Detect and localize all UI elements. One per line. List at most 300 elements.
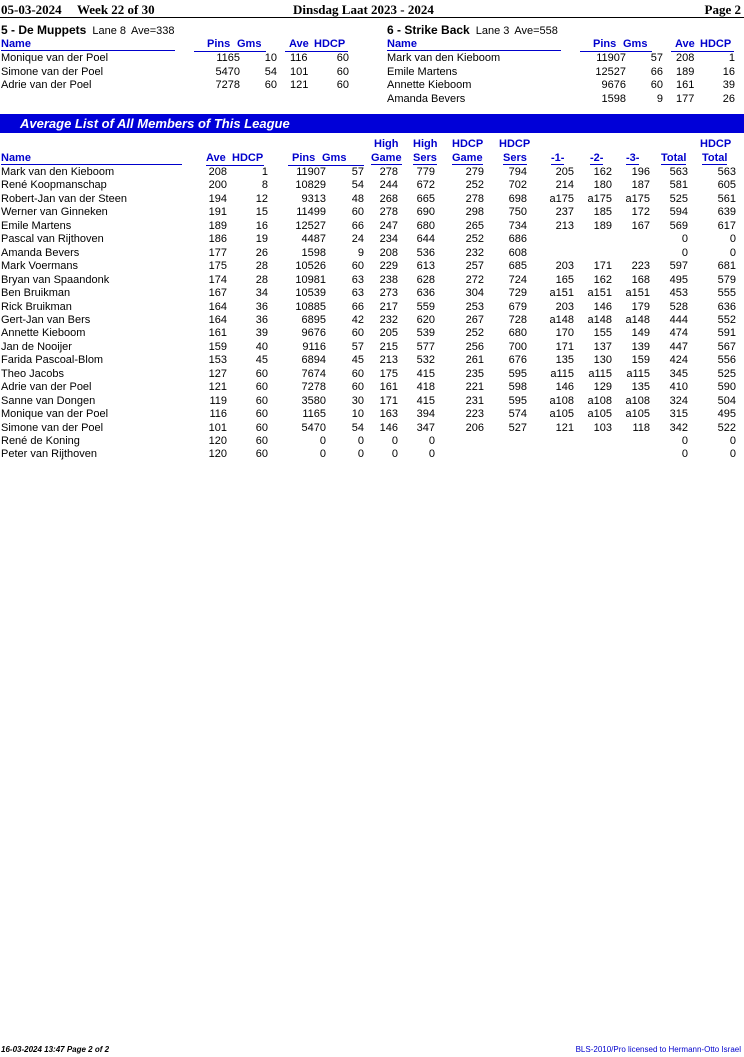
list-cell-average: 127 <box>208 367 227 380</box>
list-cell-game-1: 214 <box>555 179 574 192</box>
list-cell-high-game: 146 <box>379 421 398 434</box>
list-col-hdcp: HDCP <box>232 152 264 164</box>
list-cell-game-3: a148 <box>625 313 650 326</box>
list-cell-game-3: 187 <box>631 179 650 192</box>
team-player-games: 54 <box>264 65 277 78</box>
list-cell-name: Sanne van Dongen <box>1 394 96 407</box>
list-cell-pins: 7674 <box>301 367 326 380</box>
list-cell-high-series: 0 <box>428 448 435 461</box>
list-cell-pins: 1598 <box>301 246 326 259</box>
list-cell-games: 57 <box>351 340 364 353</box>
list-cell-game-2: 129 <box>593 381 612 394</box>
team-lane: Lane 3 <box>475 25 510 37</box>
list-cell-game-3: 118 <box>632 421 650 434</box>
list-col-high-game-1: High <box>374 138 399 150</box>
list-cell-hdcp-game: 279 <box>465 166 484 178</box>
list-cell-hdcp-series: 598 <box>508 381 527 394</box>
list-cell-handicap: 39 <box>255 327 268 340</box>
team-player-games: 57 <box>650 52 663 64</box>
list-cell-name: René Koopmanschap <box>1 179 107 192</box>
list-cell-hdcp-total: 525 <box>717 367 736 380</box>
list-cell-average: 120 <box>208 435 227 447</box>
list-cell-game-2: a115 <box>588 367 612 380</box>
list-cell-pins: 6895 <box>301 313 326 326</box>
list-cell-hdcp-total: 567 <box>717 340 736 353</box>
team-player-handicap: 26 <box>722 92 735 105</box>
team-player-average: 101 <box>290 65 309 78</box>
list-cell-handicap: 60 <box>255 421 268 434</box>
list-cell-average: 119 <box>209 394 227 407</box>
list-cell-high-series: 415 <box>416 394 435 407</box>
list-col-hdcp-total-2: Total <box>702 152 728 164</box>
list-cell-hdcp-game: 272 <box>465 273 484 286</box>
list-cell-high-series: 672 <box>416 179 435 192</box>
list-col-ave: Ave <box>206 152 226 164</box>
list-cell-hdcp-game: 252 <box>465 179 484 192</box>
list-col-hdcp-game-2: Game <box>452 152 483 164</box>
header-league: Dinsdag Laat 2023 - 2024 <box>293 2 434 17</box>
team-player-name: Amanda Bevers <box>387 92 466 105</box>
list-cell-game-3: 149 <box>631 327 650 340</box>
list-cell-game-1: 213 <box>555 219 574 232</box>
team-player-name: Mark van den Kieboom <box>387 52 501 64</box>
list-cell-game-3: a108 <box>625 394 650 407</box>
list-cell-average: 200 <box>208 179 227 192</box>
list-col-games: Gms <box>322 152 347 164</box>
list-col-high-series-2: Sers <box>413 152 437 164</box>
list-cell-game-1: 135 <box>555 354 574 367</box>
header-rule <box>0 17 744 18</box>
list-cell-game-1: a175 <box>549 192 574 205</box>
footer-license: BLS-2010/Pro licensed to Hermann-Otto Israel <box>575 1045 741 1054</box>
list-cell-total: 0 <box>681 435 688 447</box>
list-cell-handicap: 60 <box>255 448 268 461</box>
list-cell-game-3: a151 <box>625 287 650 300</box>
list-cell-game-2: a105 <box>587 408 612 421</box>
list-cell-hdcp-series: 595 <box>508 367 527 380</box>
list-cell-high-game: 278 <box>379 206 398 219</box>
list-cell-high-series: 577 <box>416 340 435 353</box>
list-cell-total: 563 <box>669 166 688 178</box>
list-cell-games: 60 <box>351 206 364 219</box>
list-cell-name: René de Koning <box>1 435 80 447</box>
list-cell-game-3: 196 <box>631 166 650 178</box>
list-cell-total: 345 <box>669 367 688 380</box>
list-cell-high-game: 205 <box>379 327 398 340</box>
list-cell-average: 120 <box>208 448 227 461</box>
team-col-hdcp: HDCP <box>314 38 346 50</box>
list-cell-pins: 11907 <box>296 166 326 178</box>
list-cell-game-1: 170 <box>555 327 574 340</box>
list-cell-high-series: 559 <box>416 300 435 313</box>
list-cell-game-2: a108 <box>587 394 612 407</box>
team-lane: Lane 8 <box>92 25 126 37</box>
list-cell-total: 324 <box>669 394 688 407</box>
list-cell-game-1: 121 <box>555 421 574 434</box>
list-col-hdcp-series-2: Sers <box>503 152 527 164</box>
list-cell-high-series: 628 <box>416 273 435 286</box>
list-cell-average: 177 <box>208 246 227 259</box>
list-cell-pins: 10885 <box>295 300 326 313</box>
list-cell-total: 569 <box>669 219 688 232</box>
list-cell-high-series: 680 <box>416 219 435 232</box>
list-cell-total: 444 <box>669 313 688 326</box>
list-cell-hdcp-series: 685 <box>508 260 527 273</box>
team-player-pins: 1598 <box>601 92 626 105</box>
list-cell-hdcp-game: 304 <box>465 287 484 300</box>
list-cell-average: 101 <box>208 421 227 434</box>
list-cell-name: Rick Bruikman <box>1 300 72 313</box>
list-cell-game-2: 155 <box>593 327 612 340</box>
list-cell-total: 525 <box>669 192 688 205</box>
team-player-games: 60 <box>264 79 277 91</box>
list-cell-hdcp-total: 0 <box>729 246 736 259</box>
list-cell-hdcp-total: 591 <box>717 327 736 340</box>
list-cell-games: 45 <box>351 354 364 367</box>
list-cell-hdcp-game: 298 <box>465 206 484 219</box>
list-cell-hdcp-series: 680 <box>508 327 527 340</box>
list-cell-handicap: 8 <box>261 179 268 192</box>
list-cell-total: 0 <box>681 246 688 259</box>
list-cell-total: 424 <box>669 354 688 367</box>
team-col-name: Name <box>1 38 175 51</box>
list-cell-games: 66 <box>351 219 364 232</box>
list-cell-name: Mark Voermans <box>1 260 79 273</box>
list-cell-handicap: 26 <box>255 246 268 259</box>
list-cell-total: 581 <box>669 179 688 192</box>
list-cell-average: 161 <box>208 327 227 340</box>
list-cell-hdcp-game: 206 <box>465 421 484 434</box>
list-cell-hdcp-game: 253 <box>465 300 484 313</box>
list-cell-hdcp-series: 574 <box>508 408 527 421</box>
team-player-pins: 11907 <box>596 52 626 64</box>
list-cell-hdcp-series: 729 <box>508 287 527 300</box>
list-cell-game-1: 237 <box>555 206 574 219</box>
team-player-average: 189 <box>676 65 695 78</box>
team-player-pins: 7278 <box>215 79 240 91</box>
list-cell-hdcp-total: 0 <box>729 233 736 246</box>
list-cell-pins: 7278 <box>301 381 326 394</box>
list-cell-high-game: 244 <box>379 179 398 192</box>
list-cell-high-game: 208 <box>379 246 398 259</box>
list-cell-handicap: 16 <box>255 219 268 232</box>
team-col-pins: Pins <box>207 38 231 50</box>
list-cell-name: Pascal van Rijthoven <box>1 233 104 246</box>
list-cell-pins: 3580 <box>301 394 326 407</box>
list-cell-games: 24 <box>351 233 364 246</box>
list-cell-name: Theo Jacobs <box>1 367 64 380</box>
list-cell-pins: 6894 <box>301 354 326 367</box>
list-cell-hdcp-total: 561 <box>717 192 736 205</box>
list-cell-high-series: 620 <box>416 313 435 326</box>
list-cell-game-2: 189 <box>593 219 612 232</box>
list-cell-handicap: 36 <box>255 300 268 313</box>
list-cell-game-3: a115 <box>626 367 650 380</box>
list-cell-game-3: 135 <box>631 381 650 394</box>
list-cell-average: 164 <box>208 313 227 326</box>
list-cell-handicap: 60 <box>255 435 268 447</box>
list-cell-high-series: 0 <box>428 435 435 447</box>
list-cell-games: 63 <box>351 287 364 300</box>
list-cell-pins: 9676 <box>301 327 326 340</box>
list-cell-hdcp-total: 0 <box>729 448 736 461</box>
list-cell-hdcp-total: 555 <box>717 287 736 300</box>
list-cell-high-game: 247 <box>379 219 398 232</box>
list-cell-pins: 9116 <box>302 340 326 353</box>
list-cell-hdcp-total: 522 <box>717 421 736 434</box>
list-cell-total: 447 <box>669 340 688 353</box>
list-cell-average: 174 <box>208 273 227 286</box>
list-cell-games: 9 <box>357 246 364 259</box>
list-cell-name: Emile Martens <box>1 219 72 232</box>
list-cell-games: 54 <box>351 421 364 434</box>
list-cell-high-game: 273 <box>379 287 398 300</box>
list-cell-high-series: 644 <box>416 233 435 246</box>
list-cell-average: 186 <box>208 233 227 246</box>
list-cell-hdcp-total: 579 <box>717 273 736 286</box>
list-cell-games: 10 <box>351 408 364 421</box>
team-player-handicap: 60 <box>336 79 349 91</box>
list-cell-games: 0 <box>357 435 364 447</box>
average-list-banner <box>0 114 744 133</box>
team-player-games: 60 <box>650 79 663 91</box>
list-cell-high-game: 163 <box>379 408 398 421</box>
list-col-hdcp-game-1: HDCP <box>452 138 484 150</box>
list-cell-hdcp-game: 278 <box>465 192 484 205</box>
list-cell-pins: 10829 <box>295 179 326 192</box>
list-cell-total: 453 <box>669 287 688 300</box>
list-cell-game-1: 165 <box>555 273 574 286</box>
list-cell-average: 121 <box>208 381 227 394</box>
list-cell-average: 191 <box>208 206 227 219</box>
list-cell-high-game: 161 <box>379 381 398 394</box>
list-cell-name: Mark van den Kieboom <box>1 166 115 178</box>
list-cell-high-game: 278 <box>379 166 398 178</box>
team-player-average: 116 <box>290 52 308 64</box>
list-cell-high-series: 539 <box>416 327 435 340</box>
list-cell-hdcp-total: 552 <box>717 313 736 326</box>
list-cell-average: 175 <box>208 260 227 273</box>
list-cell-total: 495 <box>669 273 688 286</box>
team-name: 5 - De Muppets <box>1 23 87 37</box>
list-cell-hdcp-total: 639 <box>717 206 736 219</box>
list-cell-pins: 12527 <box>295 219 326 232</box>
list-cell-game-3: 223 <box>631 260 650 273</box>
header-week: Week 22 of 30 <box>77 2 155 17</box>
list-cell-total: 342 <box>669 421 688 434</box>
list-cell-high-game: 217 <box>379 300 398 313</box>
list-cell-game-2: 103 <box>593 421 612 434</box>
list-col-high-series-1: High <box>413 138 438 150</box>
team-player-handicap: 39 <box>722 79 735 91</box>
list-cell-game-2: a151 <box>587 287 612 300</box>
list-cell-high-game: 0 <box>391 435 398 447</box>
list-cell-games: 57 <box>351 166 364 178</box>
banner-title: Average List of All Members of This League <box>20 116 290 131</box>
team-player-handicap: 60 <box>336 52 349 64</box>
list-cell-handicap: 28 <box>255 273 268 286</box>
list-cell-name: Annette Kieboom <box>1 327 86 340</box>
list-cell-total: 597 <box>669 260 688 273</box>
list-cell-name: Jan de Nooijer <box>1 340 72 353</box>
list-cell-average: 159 <box>208 340 227 353</box>
list-cell-average: 164 <box>208 300 227 313</box>
team-player-games: 66 <box>650 65 663 78</box>
list-cell-high-game: 215 <box>379 340 398 353</box>
team-player-games: 10 <box>264 52 277 64</box>
list-cell-hdcp-total: 590 <box>717 381 736 394</box>
list-cell-hdcp-total: 605 <box>717 179 736 192</box>
team-player-name: Emile Martens <box>387 65 458 78</box>
team-player-average: 161 <box>676 79 695 91</box>
list-cell-game-1: a105 <box>549 408 574 421</box>
list-cell-game-3: a175 <box>625 192 650 205</box>
list-cell-game-1: a115 <box>550 367 574 380</box>
list-cell-high-series: 636 <box>416 287 435 300</box>
list-col-game-1: -1- <box>551 152 565 164</box>
list-cell-game-3: 168 <box>631 273 650 286</box>
list-cell-handicap: 19 <box>255 233 268 246</box>
list-cell-game-3: 172 <box>631 206 650 219</box>
list-cell-average: 153 <box>208 354 227 367</box>
list-cell-hdcp-series: 728 <box>508 313 527 326</box>
team-player-games: 9 <box>656 92 663 105</box>
list-cell-game-2: 185 <box>593 206 612 219</box>
list-cell-game-2: 130 <box>593 354 612 367</box>
list-cell-hdcp-series: 794 <box>508 166 527 178</box>
list-cell-high-game: 234 <box>379 233 398 246</box>
list-cell-game-1: 171 <box>555 340 574 353</box>
list-cell-hdcp-series: 700 <box>508 340 527 353</box>
list-cell-hdcp-total: 636 <box>717 300 736 313</box>
list-cell-game-2: a148 <box>587 313 612 326</box>
list-cell-handicap: 28 <box>255 260 268 273</box>
list-cell-high-game: 213 <box>379 354 398 367</box>
list-cell-high-game: 232 <box>379 313 398 326</box>
team-col-ave: Ave <box>675 38 695 50</box>
list-cell-average: 208 <box>208 166 227 178</box>
list-cell-games: 60 <box>351 327 364 340</box>
list-cell-hdcp-series: 679 <box>508 300 527 313</box>
list-cell-games: 0 <box>357 448 364 461</box>
list-cell-game-1: a108 <box>549 394 574 407</box>
list-cell-high-series: 779 <box>416 166 435 178</box>
list-cell-name: Ben Bruikman <box>1 287 71 300</box>
list-col-high-game-2: Game <box>371 152 402 164</box>
list-cell-games: 60 <box>351 260 364 273</box>
list-cell-hdcp-series: 608 <box>508 246 527 259</box>
list-cell-pins: 0 <box>319 448 326 461</box>
list-cell-game-1: 203 <box>555 260 574 273</box>
list-cell-high-series: 347 <box>416 421 435 434</box>
team-average: Ave=558 <box>514 25 558 37</box>
team-player-pins: 5470 <box>215 65 240 78</box>
team-player-average: 177 <box>676 92 695 105</box>
team-average: Ave=338 <box>131 25 175 37</box>
list-cell-hdcp-total: 556 <box>717 354 736 367</box>
list-cell-handicap: 1 <box>261 166 268 178</box>
list-cell-hdcp-game: 252 <box>465 327 484 340</box>
list-col-game-2: -2- <box>590 152 604 164</box>
team-player-average: 208 <box>676 52 695 64</box>
list-cell-game-3: 179 <box>631 300 650 313</box>
list-cell-hdcp-series: 698 <box>508 192 527 205</box>
list-cell-hdcp-series: 527 <box>508 421 527 434</box>
list-cell-handicap: 45 <box>255 354 268 367</box>
list-cell-pins: 10981 <box>295 273 326 286</box>
list-cell-hdcp-series: 702 <box>508 179 527 192</box>
list-cell-pins: 9313 <box>301 192 326 205</box>
list-cell-games: 54 <box>351 179 364 192</box>
list-cell-high-game: 171 <box>379 394 398 407</box>
list-cell-hdcp-game: 257 <box>465 260 484 273</box>
list-cell-name: Adrie van der Poel <box>1 381 92 394</box>
list-cell-handicap: 40 <box>255 340 268 353</box>
team-col-ave: Ave <box>289 38 309 50</box>
list-col-name: Name <box>1 152 182 165</box>
list-cell-total: 528 <box>669 300 688 313</box>
list-cell-name: Simone van der Poel <box>1 421 104 434</box>
list-cell-total: 0 <box>681 448 688 461</box>
list-cell-game-2: 162 <box>593 166 612 178</box>
list-cell-hdcp-game: 235 <box>465 367 484 380</box>
team-player-pins: 12527 <box>595 65 626 78</box>
team-player-handicap: 1 <box>728 52 735 64</box>
list-cell-high-series: 532 <box>416 354 435 367</box>
list-cell-pins: 10539 <box>295 287 326 300</box>
header-page: Page 2 <box>704 2 741 17</box>
list-cell-games: 48 <box>351 192 364 205</box>
list-cell-game-1: a148 <box>549 313 574 326</box>
list-cell-games: 66 <box>351 300 364 313</box>
list-cell-games: 63 <box>351 273 364 286</box>
list-cell-handicap: 60 <box>255 367 268 380</box>
team-player-name: Adrie van der Poel <box>1 79 92 91</box>
list-cell-high-series: 690 <box>416 206 435 219</box>
list-cell-hdcp-total: 681 <box>717 260 736 273</box>
list-cell-handicap: 60 <box>255 381 268 394</box>
list-cell-high-game: 175 <box>379 367 398 380</box>
footer-timestamp: 16-03-2024 13:47 Page 2 of 2 <box>1 1045 110 1054</box>
list-cell-hdcp-series: 750 <box>508 206 527 219</box>
list-cell-high-series: 665 <box>416 192 435 205</box>
list-cell-hdcp-game: 261 <box>465 354 484 367</box>
list-cell-hdcp-total: 617 <box>717 219 736 232</box>
list-cell-game-2: 146 <box>593 300 612 313</box>
list-cell-total: 0 <box>681 233 688 246</box>
list-cell-high-series: 415 <box>416 367 435 380</box>
list-cell-name: Peter van Rijthoven <box>1 448 97 461</box>
list-cell-high-game: 238 <box>379 273 398 286</box>
list-cell-handicap: 60 <box>255 408 268 421</box>
list-cell-hdcp-game: 223 <box>465 408 484 421</box>
list-cell-hdcp-game: 231 <box>465 394 484 407</box>
list-cell-high-series: 394 <box>416 408 435 421</box>
list-cell-hdcp-series: 676 <box>508 354 527 367</box>
list-cell-game-1: 203 <box>555 300 574 313</box>
list-cell-name: Farida Pascoal-Blom <box>1 354 104 367</box>
header-date: 05-03-2024 <box>1 2 62 17</box>
list-cell-hdcp-total: 504 <box>717 394 736 407</box>
team-player-handicap: 16 <box>722 65 735 78</box>
list-cell-handicap: 60 <box>255 394 268 407</box>
list-cell-handicap: 36 <box>255 313 268 326</box>
list-cell-game-1: 205 <box>555 166 574 178</box>
team-player-pins: 1165 <box>216 52 240 64</box>
list-cell-pins: 1165 <box>302 408 326 421</box>
team-player-name: Monique van der Poel <box>1 52 109 64</box>
team-title <box>1 23 175 37</box>
